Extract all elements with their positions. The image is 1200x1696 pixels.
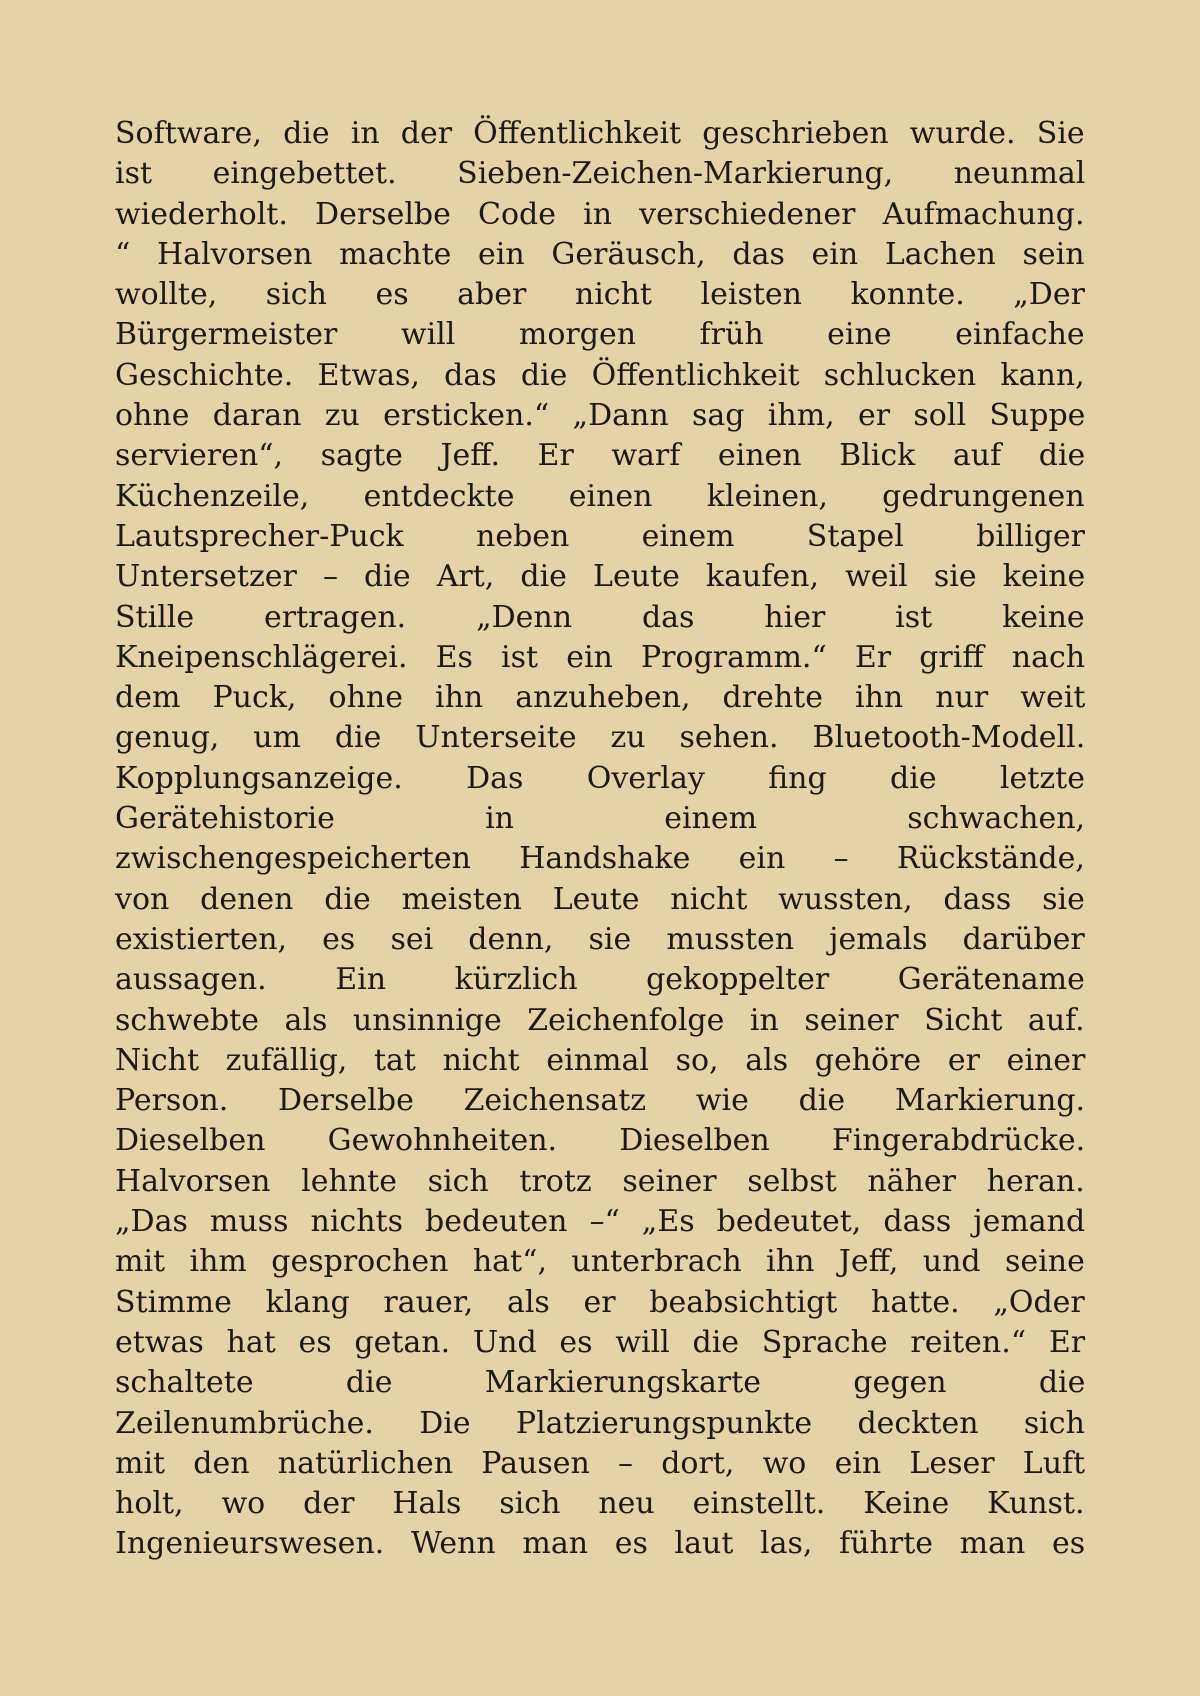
text-line-16: genug, um die Unterseite zu sehen. Bluetooth-Modell. — [115, 720, 1086, 756]
text-line-26: Dieselben Gewohnheiten. Dieselben Fingerabdrücke. — [115, 1123, 1086, 1159]
text-line-6: Bürgermeister will morgen früh eine einfache — [115, 317, 1085, 353]
text-line-4: “ Halvorsen machte ein Geräusch, das ein Lachen sein — [115, 236, 1085, 272]
text-line-20: von denen die meisten Leute nicht wussten, dass sie — [115, 881, 1085, 917]
text-line-30: Stimme klang rauer, als er beabsichtigt hatte. „Oder — [115, 1284, 1085, 1320]
text-line-9: servieren“, sagte Jeff. Er warf einen Blick auf die — [115, 438, 1086, 474]
text-line-35: holt, wo der Hals sich neu einstellt. Keine Kunst. — [115, 1486, 1085, 1522]
text-line-19: zwischengespeicherten Handshake ein – Rückstände, — [115, 841, 1085, 877]
text-line-2: ist eingebettet. Sieben-Zeichen-Markierung, neunmal — [115, 156, 1086, 192]
text-line-28: „Das muss nichts bedeuten –“ „Es bedeutet, dass jemand — [115, 1204, 1086, 1240]
text-line-31: etwas hat es getan. Und es will die Sprache reiten.“ Er — [115, 1324, 1086, 1360]
text-line-36: Ingenieurswesen. Wenn man es laut las, führte man es — [115, 1526, 1086, 1562]
text-line-1: Software, die in der Öffentlichkeit geschrieben wurde. Sie — [115, 116, 1085, 151]
text-line-18: Gerätehistorie in einem schwachen, — [115, 801, 1086, 837]
text-line-34: mit den natürlichen Pausen – dort, wo ein Leser Luft — [115, 1445, 1086, 1481]
text-line-7: Geschichte. Etwas, das die Öffentlichkeit schlucken kann, — [115, 357, 1085, 393]
text-line-12: Untersetzer – die Art, die Leute kaufen, weil sie keine — [115, 559, 1086, 595]
text-line-15: dem Puck, ohne ihn anzuheben, drehte ihn nur weit — [115, 680, 1086, 716]
text-line-10: Küchenzeile, entdeckte einen kleinen, gedrungenen — [115, 478, 1085, 514]
text-line-8: ohne daran zu ersticken.“ „Dann sag ihm, er soll Suppe — [115, 398, 1086, 434]
text-line-25: Person. Derselbe Zeichensatz wie die Markierung. — [115, 1083, 1086, 1119]
text-line-27: Halvorsen lehnte sich trotz seiner selbst näher heran. — [115, 1163, 1085, 1199]
text-line-22: aussagen. Ein kürzlich gekoppelter Gerätename — [115, 962, 1085, 998]
text-line-5: wollte, sich es aber nicht leisten konnte. „Der — [115, 277, 1085, 313]
text-line-11: Lautsprecher-Puck neben einem Stapel billiger — [115, 518, 1086, 554]
text-line-23: schwebte als unsinnige Zeichenfolge in seiner Sicht auf. — [115, 1002, 1085, 1038]
text-line-13: Stille ertragen. „Denn das hier ist keine — [115, 599, 1085, 635]
body-text — [115, 114, 1085, 1565]
text-line-24: Nicht zufällig, tat nicht einmal so, als gehöre er einer — [115, 1042, 1086, 1078]
text-line-29: mit ihm gesprochen hat“, unterbrach ihn Jeff, und seine — [115, 1244, 1085, 1280]
text-line-17: Kopplungsanzeige. Das Overlay fing die letzte — [115, 760, 1085, 796]
text-line-32: schaltete die Markierungskarte gegen die — [115, 1365, 1086, 1401]
text-line-3: wiederholt. Derselbe Code in verschiedener Aufmachung. — [115, 196, 1085, 232]
text-line-14: Kneipenschlägerei. Es ist ein Programm.“ Er griff nach — [115, 639, 1086, 675]
text-line-21: existierten, es sei denn, sie mussten jemals darüber — [115, 921, 1085, 957]
text-line-33: Zeilenumbrüche. Die Platzierungspunkte deckten sich — [115, 1405, 1085, 1441]
